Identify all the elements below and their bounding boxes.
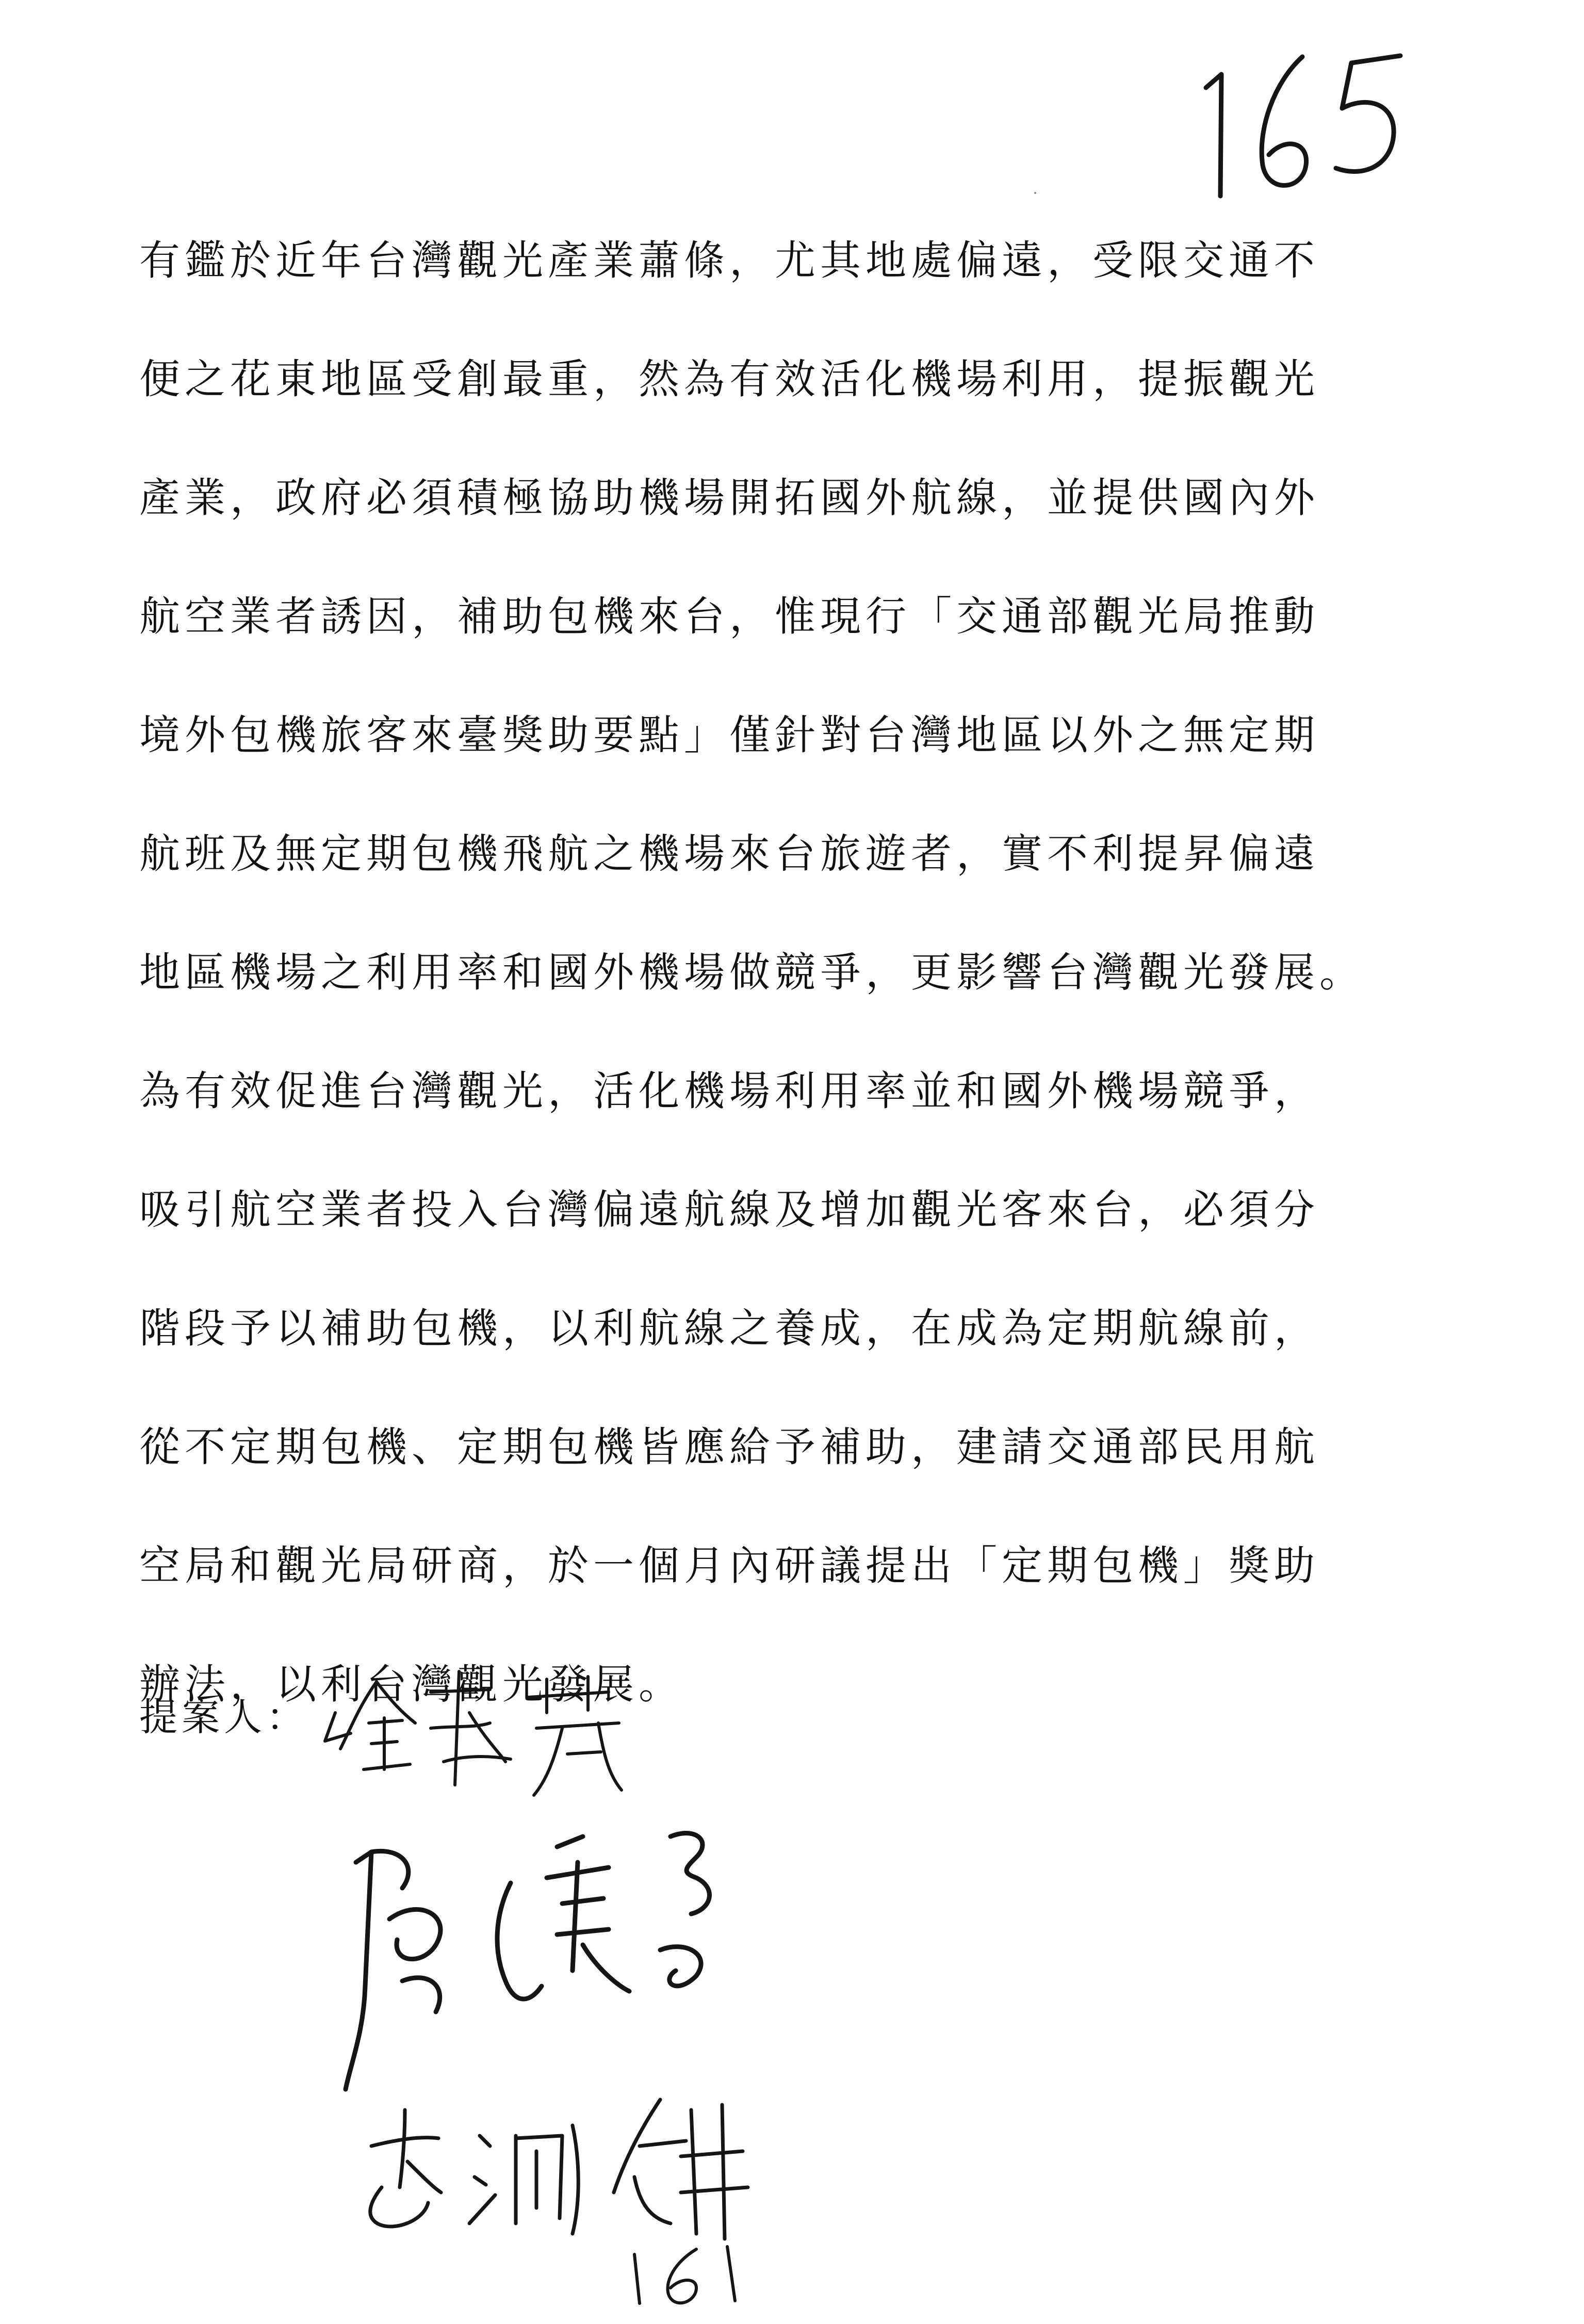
body-line: 從不定期包機、定期包機皆應給予補助，建請交通部民用航 [139,1423,1319,1471]
handwritten-signature-3 [351,2089,774,2244]
body-line: 便之花東地區受創最重，然為有效活化機場利用，提振觀光 [139,355,1319,403]
handwritten-signature-2 [340,1816,753,2094]
proposal-body [139,235,1367,1777]
body-line: 航班及無定期包機飛航之機場來台旅遊者，實不利提昇偏遠 [139,830,1319,877]
body-line: 地區機場之利用率和國外機場做競爭，更影響台灣觀光發展。 [139,949,1365,996]
handwritten-page-number-161 [619,2239,753,2311]
handwritten-page-number-165 [1197,52,1413,206]
handwritten-signature-1 [320,1651,640,1806]
body-line: 空局和觀光局研商，於一個月內研議提出「定期包機」獎助 [139,1542,1319,1589]
body-line: 吸引航空業者投入台灣偏遠航線及增加觀光客來台，必須分 [139,1186,1319,1233]
body-line: 產業，政府必須積極協助機場開拓國外航線，並提供國內外 [139,474,1319,522]
body-line: 辦法，以利台灣觀光發展。 [139,1661,684,1708]
body-line: 為有效促進台灣觀光，活化機場利用率並和國外機場競爭， [139,1067,1319,1115]
proposer-label: 提案人： [139,1695,308,1740]
body-line: 航空業者誘因，補助包機來台，惟現行「交通部觀光局推動 [139,593,1319,640]
body-line: 境外包機旅客來臺獎助要點」僅針對台灣地區以外之無定期 [139,711,1319,759]
body-line: 階段予以補助包機，以利航線之養成，在成為定期航線前， [139,1305,1319,1352]
body-line: 有鑑於近年台灣觀光產業蕭條，尤其地處偏遠，受限交通不 [139,237,1319,284]
scan-speck [1034,192,1036,194]
